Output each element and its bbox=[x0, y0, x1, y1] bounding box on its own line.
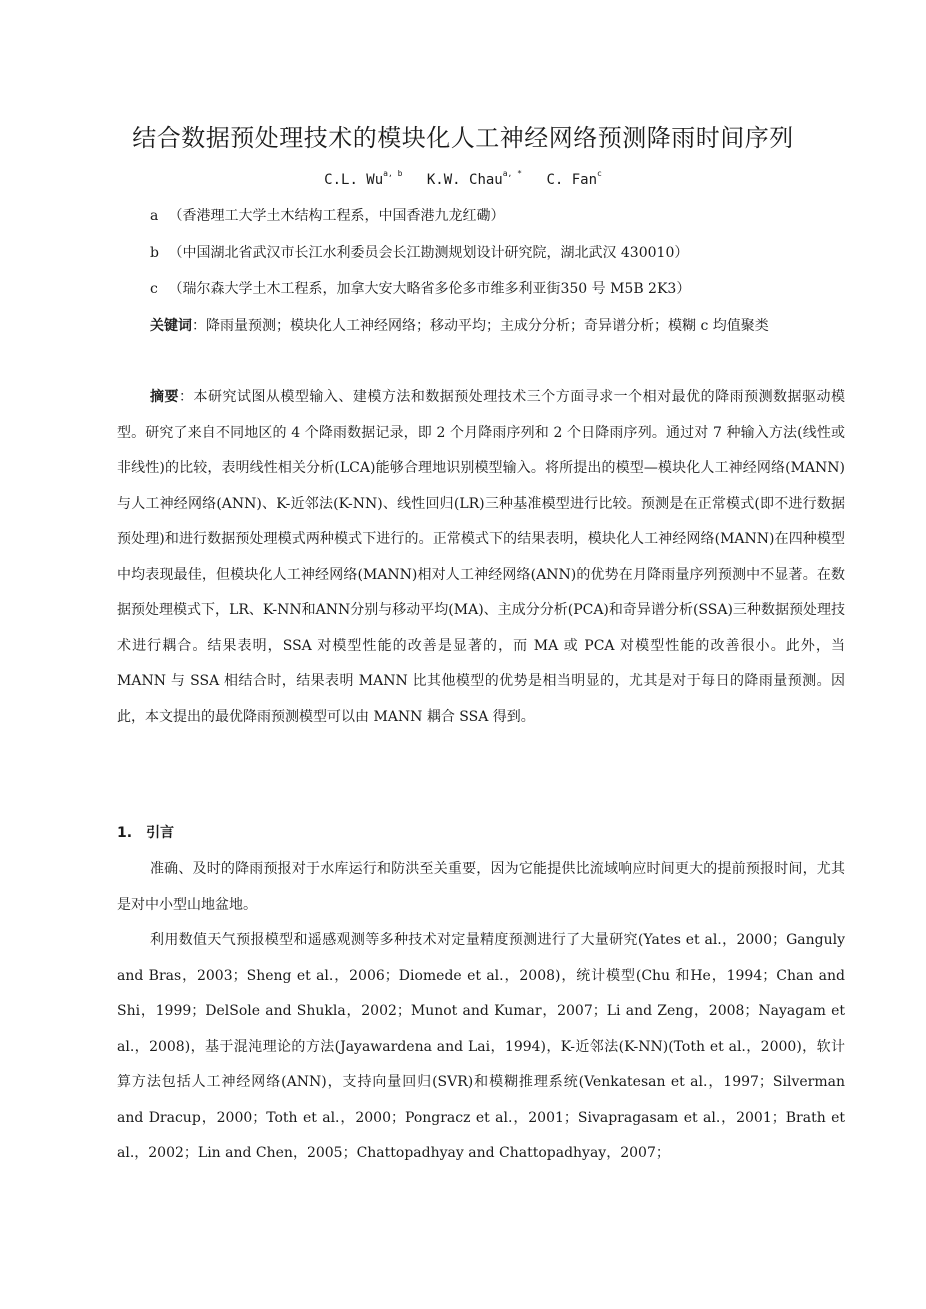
affiliation-text: （瑞尔森大学土木工程系，加拿大安大略省多伦多市维多利亚街350 号 M5B 2K3） bbox=[168, 281, 691, 297]
author-1 bbox=[324, 169, 403, 188]
keywords-text: 降雨量预测；模块化人工神经网络；移动平均；主成分分析；奇异谱分析；模糊 c 均值聚类 bbox=[206, 318, 769, 334]
author-affiliation-mark: a, b bbox=[383, 169, 403, 178]
affiliation-a bbox=[150, 206, 850, 226]
keywords-separator: ： bbox=[192, 318, 206, 334]
abstract-paragraph bbox=[117, 380, 845, 735]
affiliation-tag: b bbox=[150, 245, 159, 261]
section-number: 1. bbox=[117, 825, 133, 841]
affiliation-tag: a bbox=[150, 208, 159, 224]
author-3 bbox=[546, 169, 602, 188]
keywords-label: 关键词 bbox=[150, 318, 192, 334]
affiliation-text: （香港理工大学土木结构工程系，中国香港九龙红磡） bbox=[168, 208, 505, 224]
section-title: 引言 bbox=[146, 825, 175, 841]
author-name: C.L. Wu bbox=[324, 172, 384, 188]
affiliation-c bbox=[150, 279, 850, 299]
abstract-text: 本研究试图从模型输入、建模方法和数据预处理技术三个方面寻求一个相对最优的降雨预测数据驱动模型。研究了来自不同地区的 4 个降雨数据记录，即 2 个月降雨序列和 2 个日降雨序列。通过对 7 种输入方法(线性或非线性)的比较，表明线性相关分析(LCA)能够合理地识别模型输入。将所提出的模型—模块化人工神经网络(MANN)与人工神经网络(ANN)、K-近邻法(K-NN)、线性回归(LR)三种基准模型进行比较。预测是在正常模式(即不进行数据预处理)和进行数据预处理模式两种模式下进行的。正常模式下的结果表明，模块化人工神经网络(MANN)在四种模型中均表现最佳，但模块化人工神经网络(MANN)相对人工神经网络(ANN)的优势在月降雨量序列预测中不显著。在数据预处理模式下，LR、K-NN和ANN分别与移动平均(MA)、主成分分析(PCA)和奇异谱分析(SSA)三种数据预处理技术进行耦合。结果表明，SSA 对模型性能的改善是显著的，而 MA 或 PCA 对模型性能的改善很小。此外，当 MANN 与 SSA 相结合时，结果表明 MANN 比其他模型的优势是相当明显的，尤其是对于每日的降雨量预测。因此，本文提出的最优降雨预测模型可以由 MANN 耦合 SSA 得到。 bbox=[117, 389, 846, 725]
abstract-separator: ： bbox=[178, 389, 194, 405]
affiliation-b bbox=[150, 243, 850, 263]
author-line bbox=[0, 170, 926, 190]
section-heading bbox=[117, 823, 174, 843]
affiliation-text: （中国湖北省武汉市长江水利委员会长江勘测规划设计研究院，湖北武汉 430010） bbox=[168, 245, 689, 261]
affiliation-tag: c bbox=[150, 281, 158, 297]
author-name: K.W. Chau bbox=[426, 172, 503, 188]
author-affiliation-mark: c bbox=[597, 169, 602, 178]
author-2 bbox=[426, 169, 522, 188]
keywords-paragraph bbox=[117, 309, 845, 345]
paper-title: 结合数据预处理技术的模块化人工神经网络预测降雨时间序列 bbox=[132, 124, 794, 152]
abstract-label: 摘要 bbox=[150, 389, 179, 405]
body-paragraph-2: 利用数值天气预报模型和遥感观测等多种技术对定量精度预测进行了大量研究(Yates et al.，2000；Ganguly and Bras，2003；Sheng et al.，2006；Diomede et al.，2008)，统计模型(Chu 和He，1994；Chan and Shi，1999；DelSole and Shukla，2002；Munot and Kumar，2007；Li and Zeng，2008；Nayagam et al.，2008)，基于混沌理论的方法(Jayawardena and Lai，1994)，K-近邻法(K-NN)(Toth et al.，2000)，软计算方法包括人工神经网络(ANN)，支持向量回归(SVR)和模糊推理系统(Venkatesan et al.，1997；Silverman and Dracup，2000；Toth et al.，2000；Pongracz et al.，2001；Sivapragasam et al.，2001；Brath et al.，2002；Lin and Chen，2005；Chattopadhyay and Chattopadhyay，2007； bbox=[117, 932, 845, 1161]
body-paragraph-1: 准确、及时的降雨预报对于水库运行和防洪至关重要，因为它能提供比流域响应时间更大的提前预报时间，尤其是对中小型山地盆地。 bbox=[117, 861, 845, 913]
author-name: C. Fan bbox=[546, 172, 598, 188]
author-affiliation-mark: a, * bbox=[502, 169, 522, 178]
